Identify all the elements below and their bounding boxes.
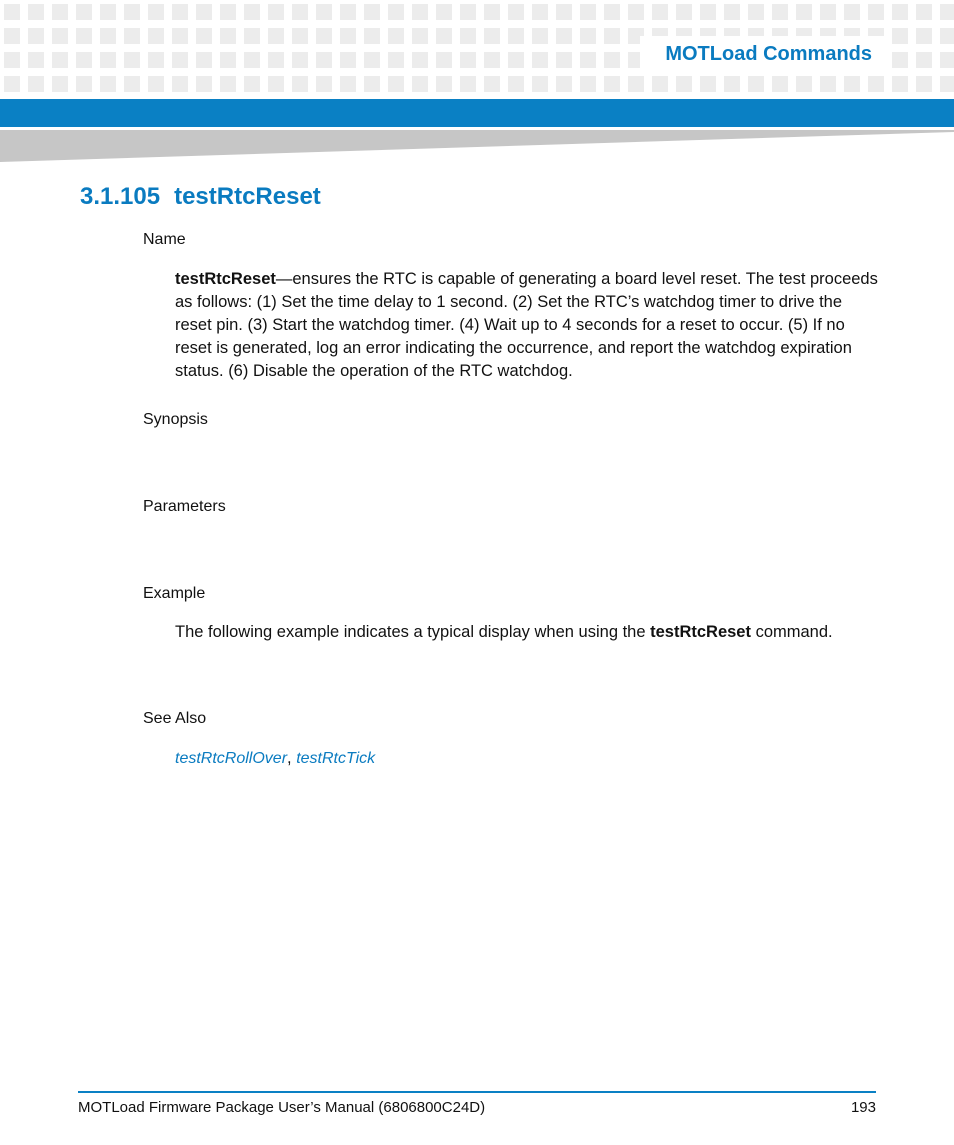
example-label: Example (143, 585, 206, 602)
header-blue-bar (0, 99, 954, 127)
see-also-link-tick[interactable]: testRtcTick (296, 750, 376, 767)
example-description (175, 621, 880, 644)
footer-rule (78, 1091, 876, 1093)
synopsis-label: Synopsis (143, 411, 208, 428)
example-text-before: The following example indicates a typical display when using the (175, 623, 651, 641)
see-also-label: See Also (143, 710, 207, 727)
header-title: MOTLoad Commands (665, 43, 872, 65)
parameters-label: Parameters (143, 498, 226, 515)
name-description (175, 268, 880, 383)
see-also-link-rollover[interactable]: testRtcRollOver (175, 750, 288, 767)
see-also-separator: , (287, 749, 297, 767)
name-label: Name (143, 231, 186, 248)
name-command: testRtcReset (175, 270, 276, 288)
section-heading (80, 183, 321, 211)
footer-page-number: 193 (850, 1099, 876, 1116)
section-title: testRtcReset (174, 183, 321, 210)
example-command: testRtcReset (650, 623, 751, 641)
example-text-after: command. (750, 623, 833, 641)
header-grey-wedge (0, 130, 954, 164)
see-also-links (175, 747, 880, 770)
name-description-text: —ensures the RTC is capable of generating a board level reset. The test proceeds as follows: (1) Set the time delay to 1 second. (2) Set the RTC’s watchdog timer to drive the reset pin. (3) Start the watchdog timer. (4) Wait up to 4 seconds for a reset to occur. (5) If no reset is generated, log an error indicating the occurrence, and report the watchdog expiration status. (6) Disable the operation of the RTC watchdog. (175, 270, 878, 380)
footer-manual-title: MOTLoad Firmware Package User’s Manual (6806800C24D) (78, 1099, 486, 1116)
section-number: 3.1.105 (80, 183, 161, 210)
